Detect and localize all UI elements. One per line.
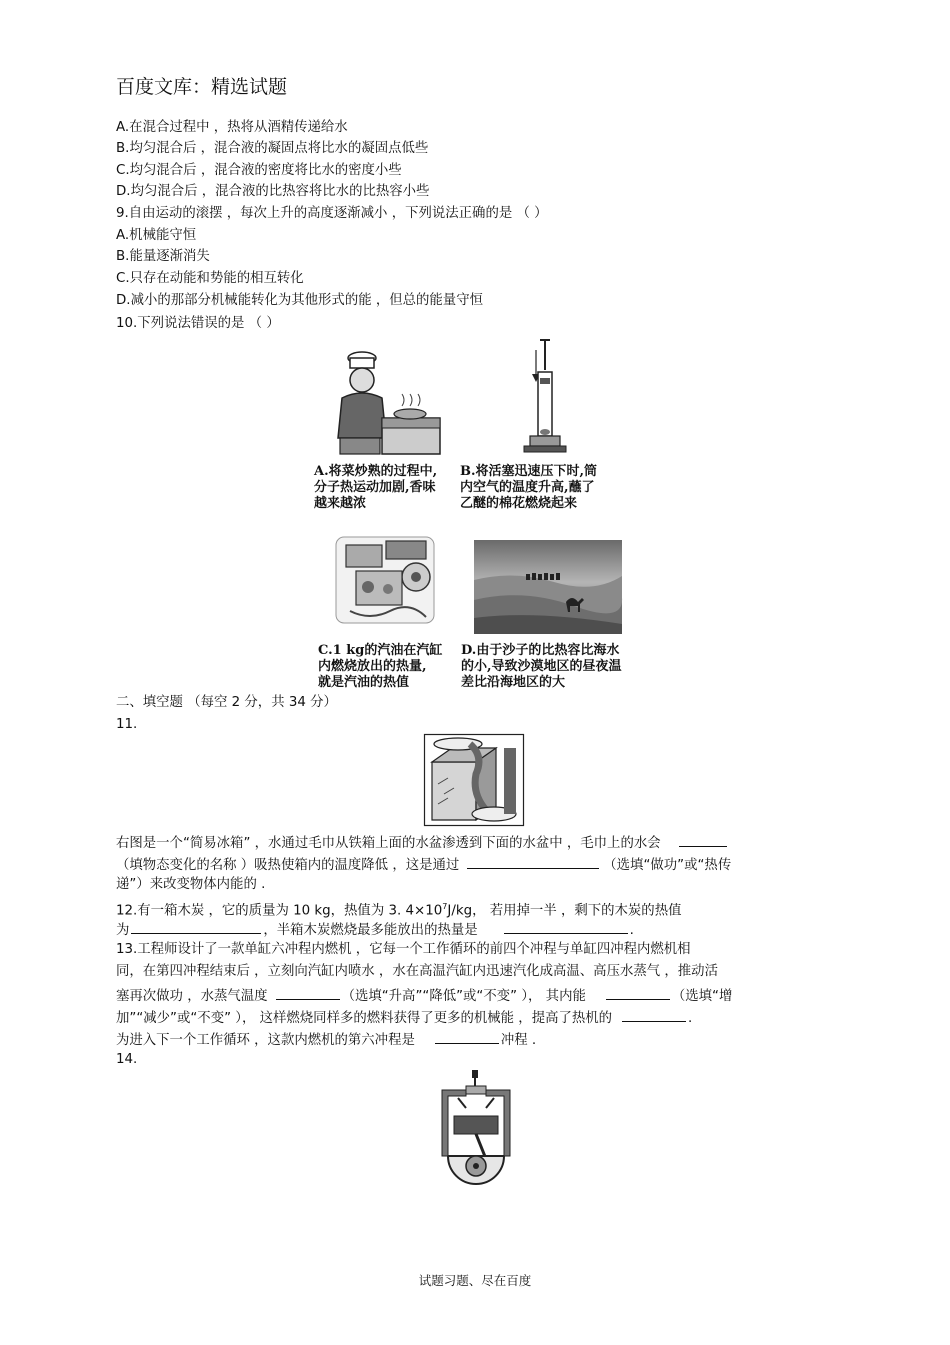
q11-line2-text-b: （选填“做功”或“热传 [603,858,732,873]
q12-line1 [116,898,681,920]
q13-line5-text-a: 为进入下一个工作循环 ，这款内燃机的第六冲程是 [116,1033,415,1048]
q10-caption-a-line3: 越来越浓 [314,496,367,511]
q9-option-b: B.能量逐渐消失 [116,249,210,264]
q13-blank-2[interactable] [606,985,670,1000]
q10-figure-a-chef-cooking [330,348,450,458]
q10-figure-d-desert-camels [474,540,622,634]
q11-blank-1[interactable] [679,832,727,847]
q13-blank-1[interactable] [276,985,340,1000]
q10-caption-c-line1: C.1 kg的汽油在汽缸 [318,643,443,658]
q8-option-a: A.在混合过程中 ，热将从酒精传递给水 [116,120,348,135]
q11-line3: 递”）来改变物体内能的 . [116,877,266,892]
q9-option-d: D.减小的那部分机械能转化为其他形式的能 ，但总的能量守恒 [116,293,483,308]
q8-option-b: B.均匀混合后 ，混合液的凝固点将比水的凝固点低些 [116,141,429,156]
q12-line2-text-c: . [629,923,634,938]
q13-line2: 同，在第四冲程结束后 ，立刻向汽缸内喷水 ，水在高温汽缸内迅速汽化成高温、高压水蒸气 ，推动活 [116,964,718,979]
q11-line2 [116,854,731,875]
q10-figure-b-compression-tube [520,336,570,461]
q13-line1: 13.工程师设计了一款单缸六冲程内燃机 ，它每一个工作循环的前四个冲程与单缸四冲程内燃机相 [116,942,691,957]
q13-line3-text-a: 塞再次做功 ，水蒸气温度 [116,989,268,1004]
q12-line1-text-b: J/kg， 若用掉一半 ，剩下的木炭的热值 [447,903,682,919]
page-header-title: 百度文库：精选试题 [116,76,288,98]
q10-figure-c-engine [330,527,440,633]
q11-line1-text: 右图是一个“简易冰箱” ，水通过毛巾从铁箱上面的水盆渗透到下面的水盆中 ，毛巾上的水会 [116,836,661,851]
q13-line5-text-b: 冲程 . [500,1033,537,1048]
q11-figure-simple-icebox [424,734,524,826]
q10-caption-d-line2: 的小,导致沙漠地区的昼夜温 [461,659,622,674]
q10-caption-b-line2: 内空气的温度升高,蘸了 [460,480,595,495]
section2-title: 二、填空题 （每空 2 分，共 34 分） [116,695,337,710]
q9-option-a: A.机械能守恒 [116,228,197,243]
q13-line3-text-b: （选填“升高”“降低”或“不变” ）， 其内能 [341,989,586,1004]
q12-line1-text-a: 12.有一箱木炭 ，它的质量为 10 kg，热值为 3. 4×10 [116,903,443,919]
q13-line4-text-a: 加”“减少”或“不变” ）， 这样燃烧同样多的燃料获得了更多的机械能 ，提高了热机的 [116,1011,613,1026]
q10-caption-c-line2: 内燃烧放出的热量, [318,659,427,674]
q9-stem: 9.自由运动的滚摆 ，每次上升的高度逐渐减小 ，下列说法正确的是 （ ） [116,206,548,221]
q10-caption-d-line3: 差比沿海地区的大 [461,675,566,690]
q13-blank-4[interactable] [435,1029,499,1044]
q10-caption-c-line3: 就是汽油的热值 [318,675,410,690]
q13-line3 [116,985,732,1006]
q12-line2-text-a: 为 [116,923,130,938]
q13-line5 [116,1029,536,1050]
q12-exponent: 7 [442,902,448,911]
q10-caption-d-line1: D.由于沙子的比热容比海水 [461,643,620,658]
q13-line3-text-c: （选填“增 [671,989,733,1004]
q8-option-c: C.均匀混合后 ，混合液的密度将比水的密度小些 [116,163,402,178]
q13-line4-text-b: . [688,1011,693,1026]
q12-line2-text-b: ，半箱木炭燃烧最多能放出的热量是 [263,923,478,938]
q9-option-c: C.只存在动能和势能的相互转化 [116,271,304,286]
q10-stem: 10.下列说法错误的是 （ ） [116,316,280,331]
q11-number: 11. [116,717,138,732]
q11-line2-text-a: （填物态变化的名称 ）吸热使箱内的温度降低 ，这是通过 [116,858,460,873]
q10-caption-a-line2: 分子热运动加剧,香味 [314,480,436,495]
q14-number: 14. [116,1052,138,1067]
q8-option-d: D.均匀混合后 ，混合液的比热容将比水的比热容小些 [116,184,430,199]
q13-line4 [116,1007,692,1028]
q10-caption-a-line1: A.将菜炒熟的过程中, [314,464,438,479]
q12-blank-2[interactable] [504,919,628,934]
q10-caption-b-line1: B.将活塞迅速压下时,筒 [460,464,598,479]
q10-caption-b-line3: 乙醚的棉花燃烧起来 [460,496,578,511]
q13-blank-3[interactable] [622,1007,686,1022]
q11-line1 [116,832,727,853]
q11-blank-2[interactable] [467,854,599,869]
page-footer: 试题习题、尽在百度 [418,1273,532,1288]
q12-line2 [116,919,634,940]
q14-figure-engine-cylinder [436,1068,516,1192]
q12-blank-1[interactable] [131,919,261,934]
